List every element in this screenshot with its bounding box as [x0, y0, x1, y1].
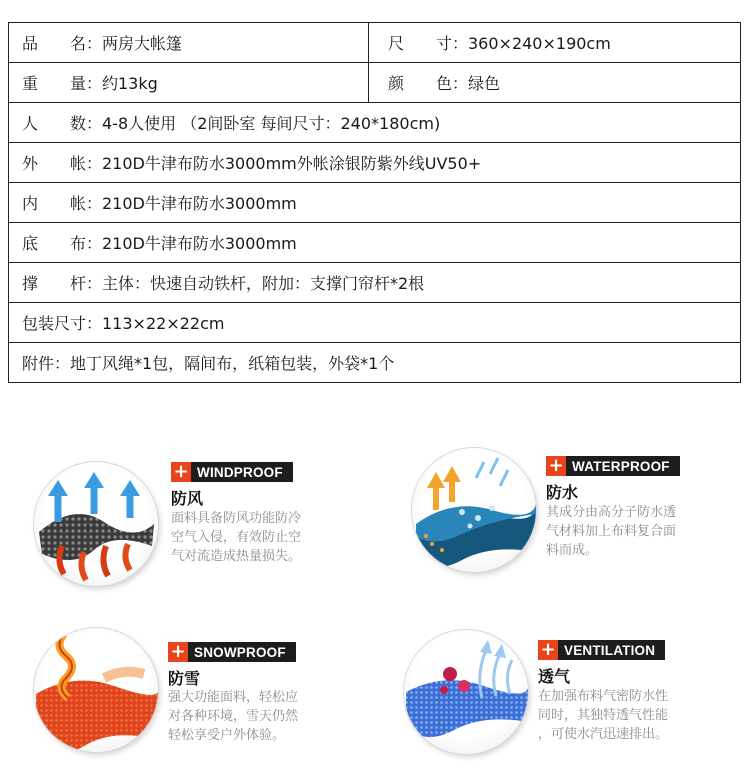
spec-cell-package-size: 包装尺寸：113×22×22cm [22, 314, 225, 333]
feature-ventilation [404, 630, 734, 770]
spec-row [9, 63, 740, 103]
spec-cell-capacity: 人 数：4-8人使用 （2间卧室 每间尺寸：240*180cm) [22, 114, 441, 133]
ventilation-fabric-icon [404, 630, 528, 754]
spec-cell-accessories: 附件：地丁风绳*1包，隔间布，纸箱包装，外袋*1个 [22, 354, 395, 373]
plus-icon: + [168, 642, 188, 662]
ventilation-title: 透气 [538, 667, 571, 686]
waterproof-badge [546, 456, 680, 476]
spec-cell-name: 品 名：两房大帐篷 [9, 23, 369, 62]
snowproof-description: 强大功能面料，轻松应 对各种环境，雪天仍然 轻松享受户外体验。 [168, 690, 299, 743]
windproof-badge [171, 462, 293, 482]
spec-row [9, 303, 740, 343]
spec-row [9, 103, 740, 143]
spec-cell-color: 颜 色：绿色 [388, 74, 501, 93]
spec-row [9, 343, 740, 383]
plus-icon: + [171, 462, 191, 482]
spec-row [9, 23, 740, 63]
plus-icon: + [546, 456, 566, 476]
windproof-title: 防风 [171, 489, 204, 508]
feature-waterproof [412, 448, 742, 588]
spec-table [8, 22, 741, 383]
snowproof-title: 防雪 [168, 669, 201, 688]
plus-icon: + [538, 640, 558, 660]
ventilation-description: 在加强布料气密防水性 同时，其独特透气性能 ，可使水汽迅速排出。 [538, 689, 669, 742]
feature-windproof [34, 462, 364, 602]
spec-row [9, 183, 740, 223]
waterproof-description: 其成分由高分子防水透 气材料加上布料复合面 料而成。 [546, 505, 677, 558]
ventilation-badge [538, 640, 665, 660]
windproof-fabric-icon [34, 462, 158, 586]
waterproof-label: WATERPROOF [572, 458, 670, 474]
waterproof-title: 防水 [546, 483, 579, 502]
snowproof-fabric-icon [34, 628, 158, 752]
snowproof-label: SNOWPROOF [194, 644, 286, 660]
spec-cell-weight: 重 量：约13kg [9, 63, 369, 102]
spec-cell-floor: 底 布：210D牛津布防水3000mm [22, 234, 297, 253]
windproof-description: 面料具备防风功能防冷 空气入侵，有效防止空 气对流造成热量损失。 [171, 511, 302, 564]
spec-cell-size: 尺 寸：360×240×190cm [388, 34, 611, 53]
windproof-label: WINDPROOF [197, 464, 283, 480]
spec-row [9, 223, 740, 263]
spec-cell-poles: 撑 杆：主体：快速自动铁杆，附加：支撑门帘杆*2根 [22, 274, 425, 293]
spec-cell-outer-tent: 外 帐：210D牛津布防水3000mm外帐涂银防紫外线UV50+ [22, 154, 482, 173]
spec-row [9, 263, 740, 303]
snowproof-badge [168, 642, 296, 662]
ventilation-label: VENTILATION [564, 642, 656, 658]
spec-cell-inner-tent: 内 帐：210D牛津布防水3000mm [22, 194, 297, 213]
waterproof-fabric-icon [412, 448, 536, 572]
spec-row [9, 143, 740, 183]
feature-snowproof [34, 628, 364, 768]
